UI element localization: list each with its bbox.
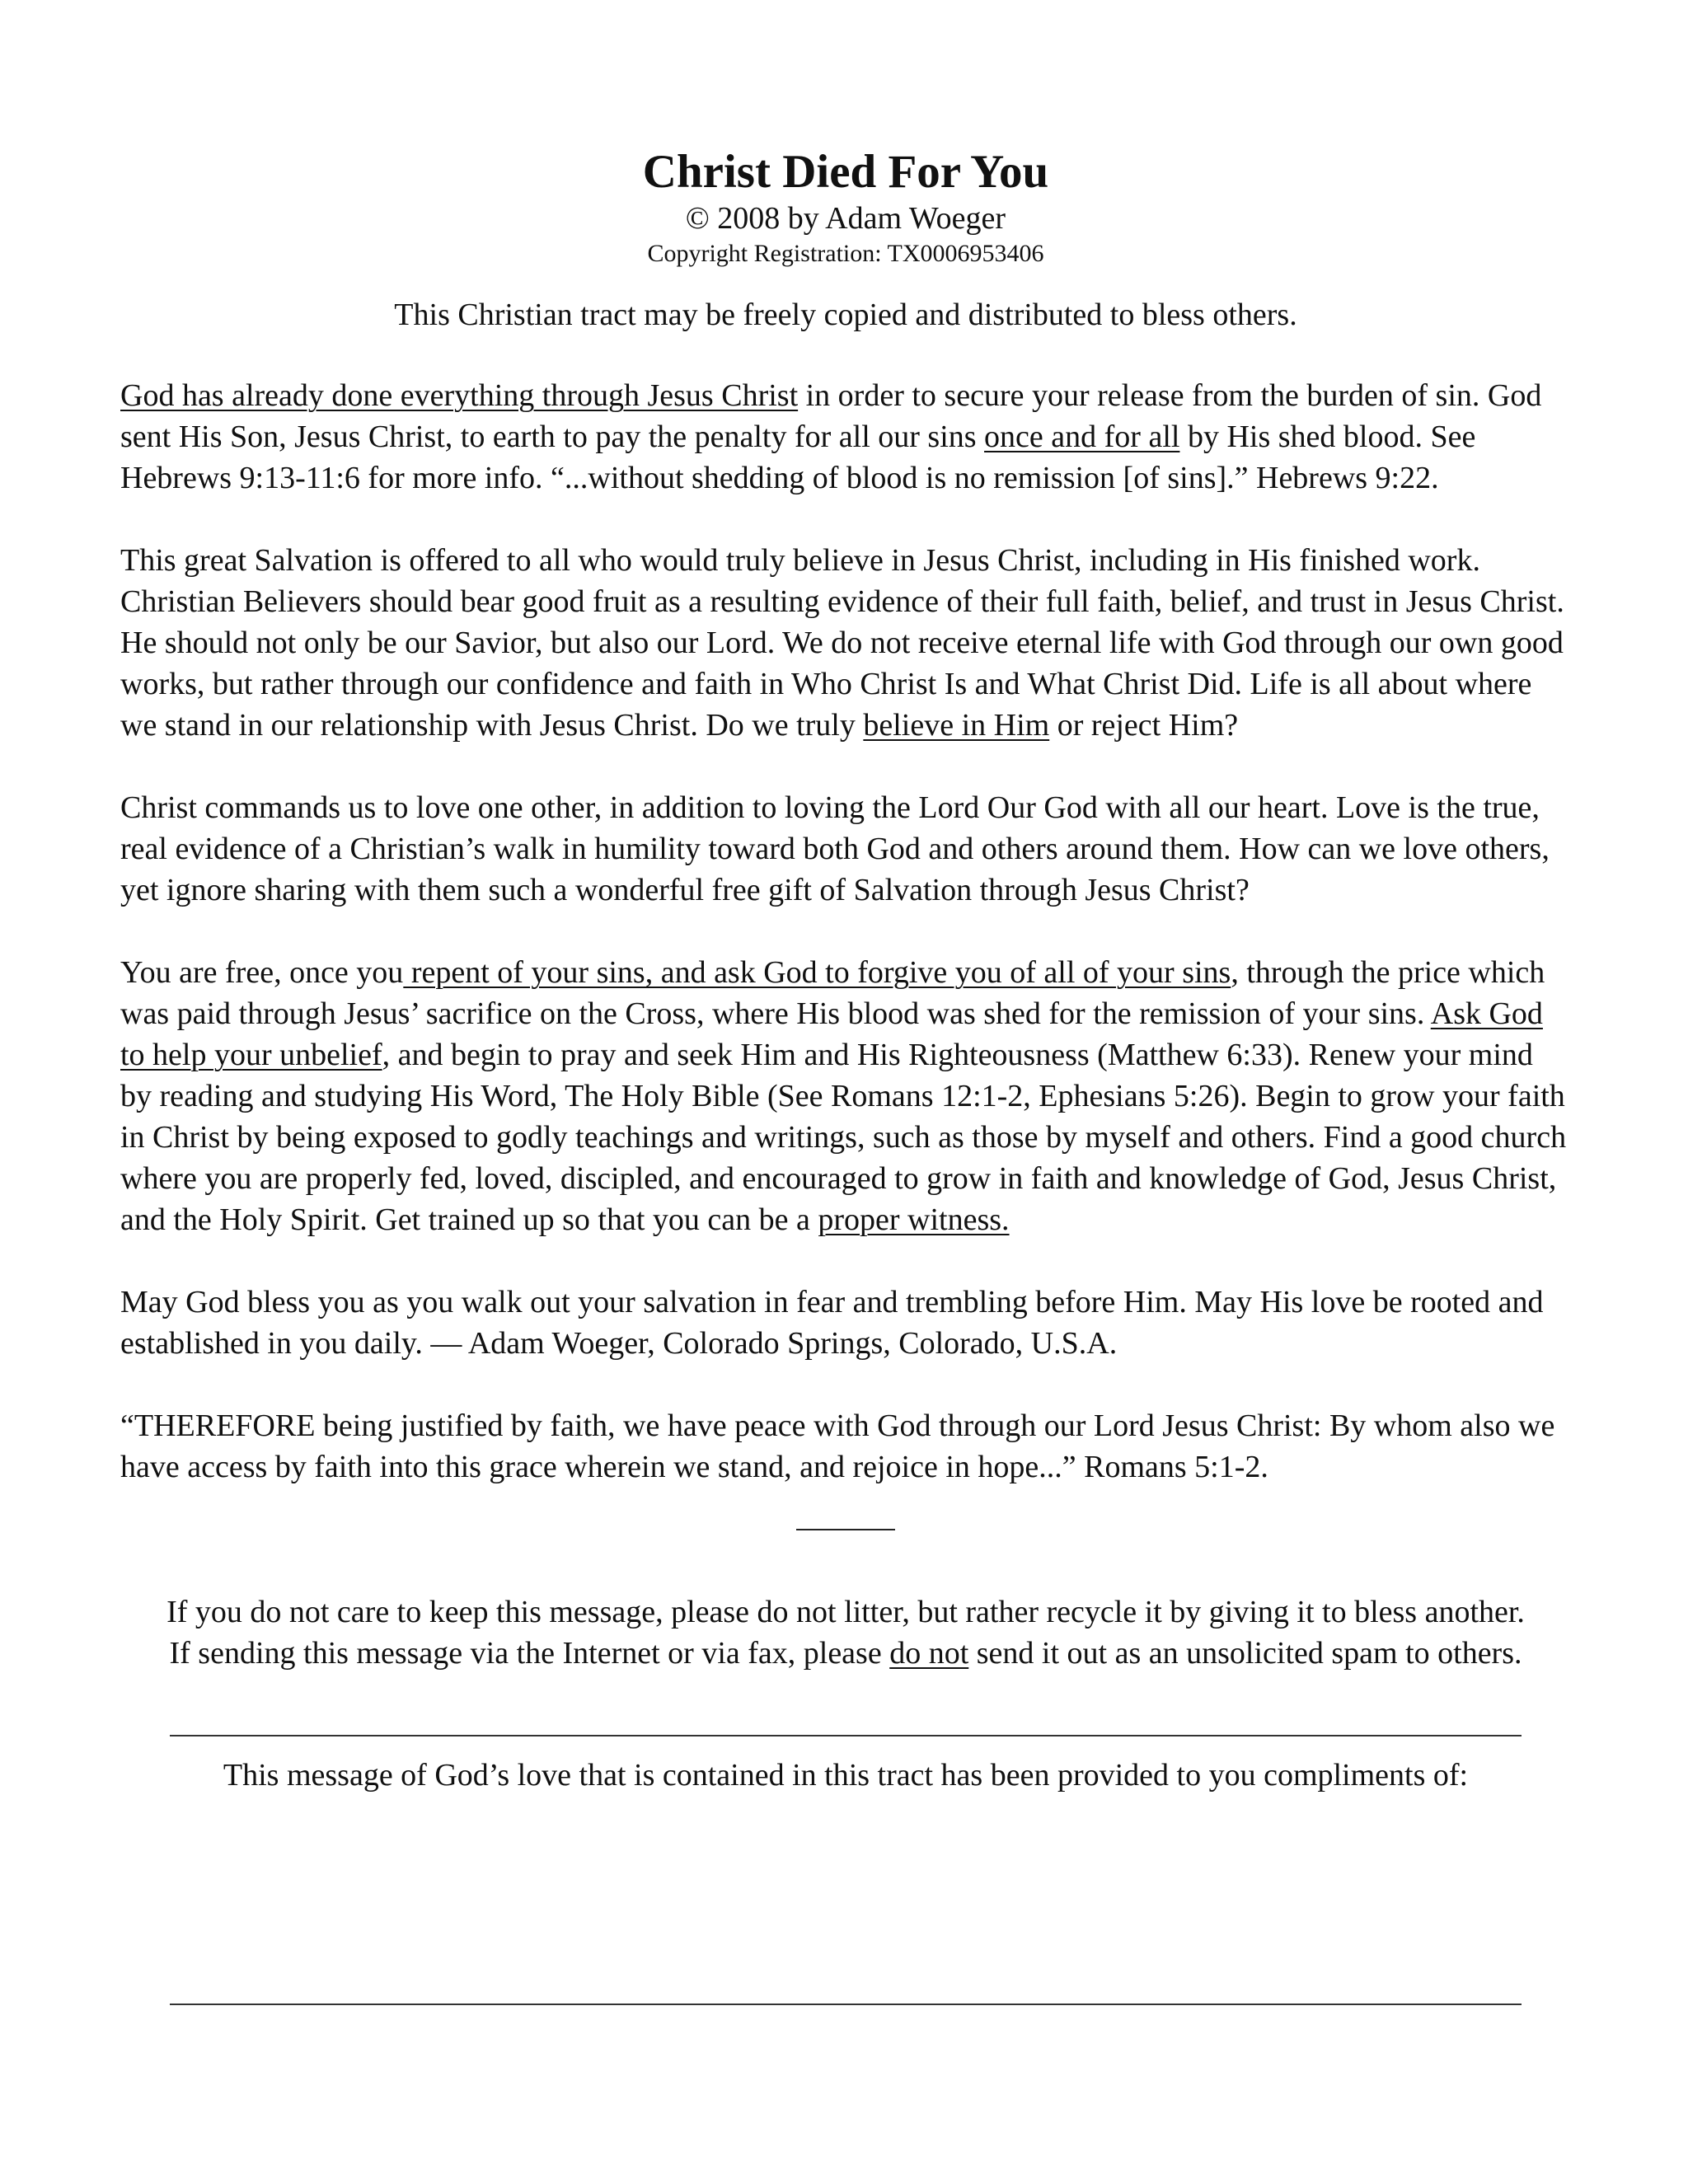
paragraph-2 — [120, 540, 1571, 746]
page-title: Christ Died For You — [642, 146, 1049, 198]
paragraph-text: Christ commands us to love one other, in addition to loving the Lord Our God with all our heart. Love is the true, real evidence of a Christian’s walk in humility toward both God and others around them. How can we love others, yet ignore sharing with them such a wonderful free gift of Salvation through Jesus Christ? — [120, 790, 1550, 908]
footer-line-1: If you do not care to keep this message, please do not litter, but rather recycle it by giving it to bless another. — [166, 1595, 1525, 1630]
compliments-line: This message of God’s love that is contained in this tract has been provided to you compliments of: — [223, 1758, 1469, 1793]
paragraph-6 — [120, 1405, 1571, 1488]
footer-text: send it out as an unsolicited spam to others. — [968, 1636, 1522, 1671]
paragraph-5 — [120, 1282, 1571, 1364]
short-separator — [796, 1529, 895, 1530]
paragraph-4 — [120, 952, 1571, 1240]
footer-text: If sending this message via the Internet or via fax, please — [169, 1636, 890, 1671]
footer-line-2 — [120, 1633, 1571, 1674]
copyright-registration: Copyright Registration: TX0006953406 — [647, 239, 1044, 267]
footer-note — [120, 1591, 1571, 1674]
underlined-phrase: Ask God to help your unbelief — [120, 996, 1543, 1073]
author-line: © 2008 by Adam Woeger — [685, 201, 1006, 236]
paragraph-text: “THEREFORE being justified by faith, we have peace with God through our Lord Jesus Christ: By whom also we have access by faith into this grace wherein we stand, and rejoice in hope...” Romans 5:1-2. — [120, 1408, 1555, 1485]
intro-line: This Christian tract may be freely copied and distributed to bless others. — [394, 298, 1297, 333]
underlined-phrase: believe in Him — [863, 708, 1050, 743]
paragraph-text: in order to secure your release from the burden of sin. God sent His Son, Jesus Christ, to earth to pay the penalty for all our sins — [120, 378, 1542, 455]
paragraph-text: This great Salvation is offered to all who would truly believe in Jesus Christ, including in His finished work. Christian Believers should bear good fruit as a resulting evidence of their full faith, belief, and trust in Jesus Christ. He should not only be our Savior, but also our Lord. We do not receive eternal life with God through our own good works, but rather through our confidence and faith in Who Christ Is and What Christ Did. Life is all about where we stand in our relationship with Jesus Christ. Do we truly — [120, 543, 1564, 743]
bottom-rule — [170, 2004, 1522, 2005]
top-rule — [170, 1735, 1522, 1736]
sponsor-blank-area — [120, 1796, 1571, 2004]
paragraph-text: by His shed blood. See Hebrews 9:13-11:6 for more info. “...without shedding of blood is no remission [of sins].” Hebrews 9:22. — [120, 419, 1476, 496]
underlined-phrase: once and for all — [984, 419, 1180, 455]
underlined-phrase: do not — [889, 1636, 969, 1671]
paragraph-1 — [120, 375, 1571, 499]
underlined-phrase: repent of your sins, and ask God to forgive you of all of your sins — [403, 955, 1231, 991]
tract-page — [120, 140, 1571, 2005]
underlined-phrase: proper witness. — [818, 1202, 1010, 1238]
paragraph-text: , through the price which was paid through Jesus’ sacrifice on the Cross, where His blood was shed for the remission of your sins. — [120, 955, 1545, 1032]
paragraph-text: You are free, once you — [120, 955, 404, 991]
underlined-phrase: God has already done everything through Jesus Christ — [120, 378, 799, 414]
paragraph-text: or reject Him? — [1049, 708, 1239, 743]
paragraph-text: , and begin to pray and seek Him and His Righteousness (Matthew 6:33). Renew your mind by reading and studying His Word, The Holy Bible (See Romans 12:1-2, Ephesians 5:26). Begin to grow your faith in Christ by being exposed to godly teachings and writings, such as those by myself and others. Find a good church where you are properly fed, loved, discipled, and encouraged to grow in faith and knowledge of God, Jesus Christ, and the Holy Spirit. Get trained up so that you can be a — [120, 1038, 1567, 1238]
paragraph-text: May God bless you as you walk out your salvation in fear and trembling before Him. May His love be rooted and established in you daily. — Adam Woeger, Colorado Springs, Colorado, U.S.A. — [120, 1285, 1544, 1361]
paragraph-3 — [120, 787, 1571, 911]
